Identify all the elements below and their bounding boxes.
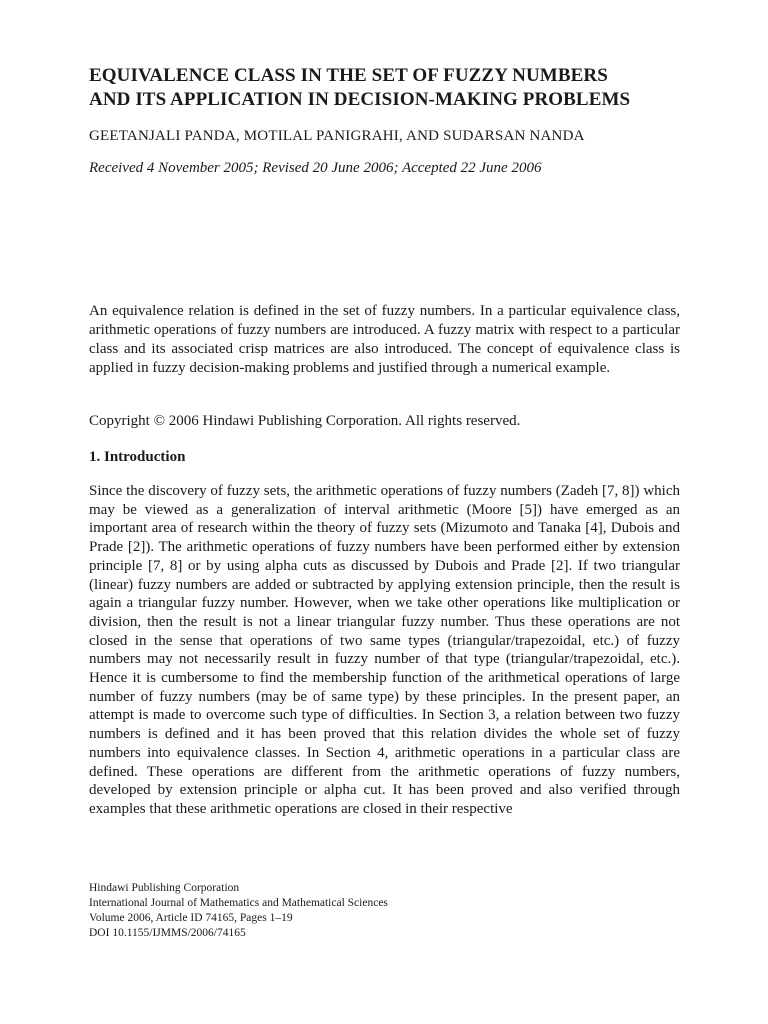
intro-text-2: , a relation between two fuzzy numbers is defined and it has been proved that this relation divides the whole set of fuzzy numbers into equivalence classes. In bbox=[89, 707, 681, 761]
title-line-1: EQUIVALENCE CLASS IN THE SET OF FUZZY NUMBERS bbox=[89, 65, 608, 86]
intro-text-3: , arithmetic operations in a particular class are defined. These operations are different from the arithmetic operations of fuzzy numbers, developed by extension principle or alpha cut. It has been proved and also verified through examples that these arithmetic operations are closed in their respective bbox=[89, 744, 680, 817]
footer-publisher: Hindawi Publishing Corporation bbox=[89, 882, 240, 894]
publication-footer bbox=[89, 881, 388, 941]
title-line-2: AND ITS APPLICATION IN DECISION-MAKING PROBLEMS bbox=[89, 89, 631, 110]
paper-title bbox=[89, 64, 689, 112]
intro-text-1: Since the discovery of fuzzy sets, the arithmetic operations of fuzzy numbers (Zadeh [7, 8]) which may be viewed as a generalization of interval arithmetic (Moore [5]) have emerged as an important area of research within the theory of fuzzy sets (Mizumoto and Tanaka [4], Dubois and Prade [2]). The arithmetic operations of fuzzy numbers have been performed either by extension principle [7, 8] or by using alpha cuts as discussed by Dubois and Prade [2]. If two triangular (linear) fuzzy numbers are added or subtracted by applying extension principle, then the result is again a triangular fuzzy number. However, when we take other operations like multiplication or division, then the result is not a linear triangular fuzzy number. Thus these operations are not closed in the sense that operations of two same types (triangular/trapezoidal, etc.) of fuzzy numbers may not necessarily result in fuzzy number of that type (triangular/trapezoidal, etc.). Hence it is cumbersome to find the membership function of the arithmetical operations of large number of fuzzy numbers (may be of same type) by these principles. In the present paper, an attempt is made to overcome such type of difficulties. In bbox=[89, 483, 680, 724]
section-heading: 1. Introduction bbox=[89, 449, 186, 465]
footer-doi[interactable]: DOI 10.1155/IJMMS/2006/74165 bbox=[89, 927, 246, 939]
section-3-link[interactable]: Section 3 bbox=[438, 707, 496, 724]
footer-journal: International Journal of Mathematics and Mathematical Sciences bbox=[89, 897, 388, 909]
copyright-notice: Copyright © 2006 Hindawi Publishing Corporation. All rights reserved. bbox=[89, 413, 521, 429]
introduction-paragraph bbox=[89, 482, 680, 819]
abstract: An equivalence relation is defined in the set of fuzzy numbers. In a particular equivalence class, arithmetic operations of fuzzy numbers are introduced. A fuzzy matrix with respect to a particular class and its associated crisp matrices are also introduced. The concept of equivalence class is applied in fuzzy decision-making problems and justified through a numerical example. bbox=[89, 303, 680, 376]
footer-volume: Volume 2006, Article ID 74165, Pages 1–19 bbox=[89, 912, 293, 924]
authors: GEETANJALI PANDA, MOTILAL PANIGRAHI, AND SUDARSAN NANDA bbox=[89, 128, 585, 144]
section-4-link[interactable]: Section 4 bbox=[325, 744, 385, 761]
received-dates: Received 4 November 2005; Revised 20 June 2006; Accepted 22 June 2006 bbox=[89, 160, 542, 176]
